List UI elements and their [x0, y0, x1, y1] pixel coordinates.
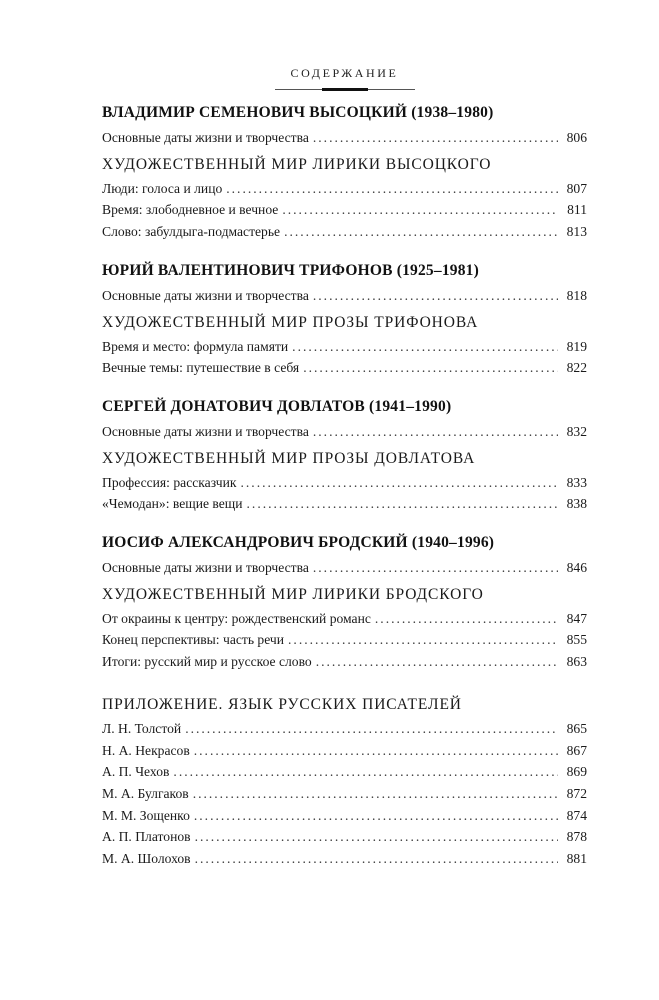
toc-entry[interactable]: [102, 557, 587, 579]
subsection-heading: ХУДОЖЕСТВЕННЫЙ МИР ЛИРИКИ ВЫСОЦКОГО: [102, 155, 492, 173]
dot-leader: [288, 629, 558, 651]
entry-page-number: 818: [566, 287, 587, 303]
entry-title: Вечные темы: путешествие в себя: [102, 360, 300, 376]
toc-entry[interactable]: [102, 472, 587, 494]
entry-page-number: 813: [566, 224, 587, 240]
dot-leader: [194, 740, 558, 762]
toc-entry[interactable]: [102, 651, 587, 673]
toc-entry[interactable]: [102, 421, 587, 443]
dot-leader: [195, 826, 558, 848]
entry-page-number: 865: [566, 720, 587, 736]
toc-content: [102, 101, 587, 870]
running-header: [102, 64, 587, 90]
entry-title: А. П. Платонов: [102, 829, 191, 845]
toc-section-vysotsky: [102, 101, 587, 243]
author-heading: ИОСИФ АЛЕКСАНДРОВИЧ БРОДСКИЙ (1940–1996): [102, 534, 495, 552]
toc-entry[interactable]: [102, 608, 587, 630]
author-heading: СЕРГЕЙ ДОНАТОВИЧ ДОВЛАТОВ (1941–1990): [102, 397, 452, 415]
dot-leader: [173, 761, 558, 783]
dot-leader: [247, 493, 558, 515]
dot-leader: [193, 783, 558, 805]
entry-page-number: 847: [566, 610, 587, 626]
toc-entry[interactable]: [102, 629, 587, 651]
subsection-heading: ХУДОЖЕСТВЕННЫЙ МИР ПРОЗЫ ТРИФОНОВА: [102, 313, 479, 331]
entry-title: Л. Н. Толстой: [102, 720, 182, 736]
entry-title: «Чемодан»: вещие вещи: [102, 496, 243, 512]
entry-title: Н. А. Некрасов: [102, 742, 190, 758]
entry-page-number: 863: [566, 654, 587, 670]
toc-entry[interactable]: [102, 493, 587, 515]
entry-page-number: 855: [566, 632, 587, 648]
toc-section-appendix: [102, 693, 587, 870]
toc-entry[interactable]: [102, 221, 587, 243]
dot-leader: [313, 127, 558, 149]
entry-page-number: 822: [566, 360, 587, 376]
dot-leader: [316, 651, 558, 673]
dot-leader: [292, 336, 558, 358]
entry-page-number: 867: [566, 742, 587, 758]
entry-title: Профессия: рассказчик: [102, 474, 237, 490]
dot-leader: [313, 557, 558, 579]
dot-leader: [185, 718, 558, 740]
dot-leader: [226, 178, 558, 200]
toc-entry[interactable]: [102, 805, 587, 827]
toc-entry[interactable]: [102, 740, 587, 762]
entry-page-number: 846: [566, 560, 587, 576]
appendix-heading: ПРИЛОЖЕНИЕ. ЯЗЫК РУССКИХ ПИСАТЕЛЕЙ: [102, 695, 462, 713]
entry-page-number: 833: [566, 474, 587, 490]
dot-leader: [303, 357, 558, 379]
toc-entry[interactable]: [102, 127, 587, 149]
entry-title: М. М. Зощенко: [102, 807, 190, 823]
subsection-heading: ХУДОЖЕСТВЕННЫЙ МИР ЛИРИКИ БРОДСКОГО: [102, 585, 484, 603]
dot-leader: [194, 805, 558, 827]
entry-page-number: 874: [566, 807, 587, 823]
entry-page-number: 869: [566, 764, 587, 780]
toc-entry[interactable]: [102, 718, 587, 740]
subsection-heading: ХУДОЖЕСТВЕННЫЙ МИР ПРОЗЫ ДОВЛАТОВА: [102, 449, 476, 467]
toc-section-trifonov: [102, 259, 587, 379]
toc-entry[interactable]: [102, 357, 587, 379]
toc-entry[interactable]: [102, 285, 587, 307]
entry-page-number: 881: [566, 851, 587, 867]
author-heading: ВЛАДИМИР СЕМЕНОВИЧ ВЫСОЦКИЙ (1938–1980): [102, 104, 494, 121]
entry-page-number: 811: [567, 202, 587, 218]
entry-title: Основные даты жизни и творчества: [102, 423, 309, 439]
entry-page-number: 872: [566, 785, 587, 801]
toc-entry[interactable]: [102, 199, 587, 221]
entry-title: М. А. Шолохов: [102, 851, 191, 867]
entry-title: Люди: голоса и лицо: [102, 180, 223, 196]
dot-leader: [313, 421, 558, 443]
entry-page-number: 832: [566, 423, 587, 439]
dot-leader: [195, 848, 558, 870]
entry-title: От окраины к центру: рождественский романс: [102, 610, 371, 626]
toc-section-brodsky: [102, 531, 587, 673]
entry-title: Основные даты жизни и творчества: [102, 287, 309, 303]
entry-title: Основные даты жизни и творчества: [102, 130, 309, 145]
dot-leader: [313, 285, 558, 307]
toc-section-dovlatov: [102, 395, 587, 515]
dot-leader: [282, 199, 558, 221]
entry-title: Время и место: формула памяти: [102, 338, 289, 354]
entry-page-number: 819: [566, 338, 587, 354]
toc-entry[interactable]: [102, 783, 587, 805]
entry-page-number: 878: [566, 829, 587, 845]
toc-entry[interactable]: [102, 336, 587, 358]
entry-title: М. А. Булгаков: [102, 785, 189, 801]
entry-title: Итоги: русский мир и русское слово: [102, 654, 312, 670]
running-header-title: СОДЕРЖАНИЕ: [290, 66, 399, 80]
dot-leader: [284, 221, 558, 243]
toc-entry[interactable]: [102, 848, 587, 870]
entry-title: А. П. Чехов: [102, 764, 170, 780]
entry-title: Время: злободневное и вечное: [102, 202, 279, 218]
entry-page-number: 838: [566, 496, 587, 512]
header-rule: [275, 89, 415, 90]
toc-entry[interactable]: [102, 178, 587, 200]
entry-title: Слово: забулдыга-подмастерье: [102, 224, 281, 240]
entry-title: Основные даты жизни и творчества: [102, 560, 309, 576]
toc-entry[interactable]: [102, 826, 587, 848]
entry-page-number: 806: [566, 130, 587, 145]
dot-leader: [241, 472, 558, 494]
dot-leader: [375, 608, 558, 630]
toc-entry[interactable]: [102, 761, 587, 783]
entry-page-number: 807: [566, 180, 587, 196]
author-heading: ЮРИЙ ВАЛЕНТИНОВИЧ ТРИФОНОВ (1925–1981): [102, 261, 479, 279]
entry-title: Конец перспективы: часть речи: [102, 632, 285, 648]
